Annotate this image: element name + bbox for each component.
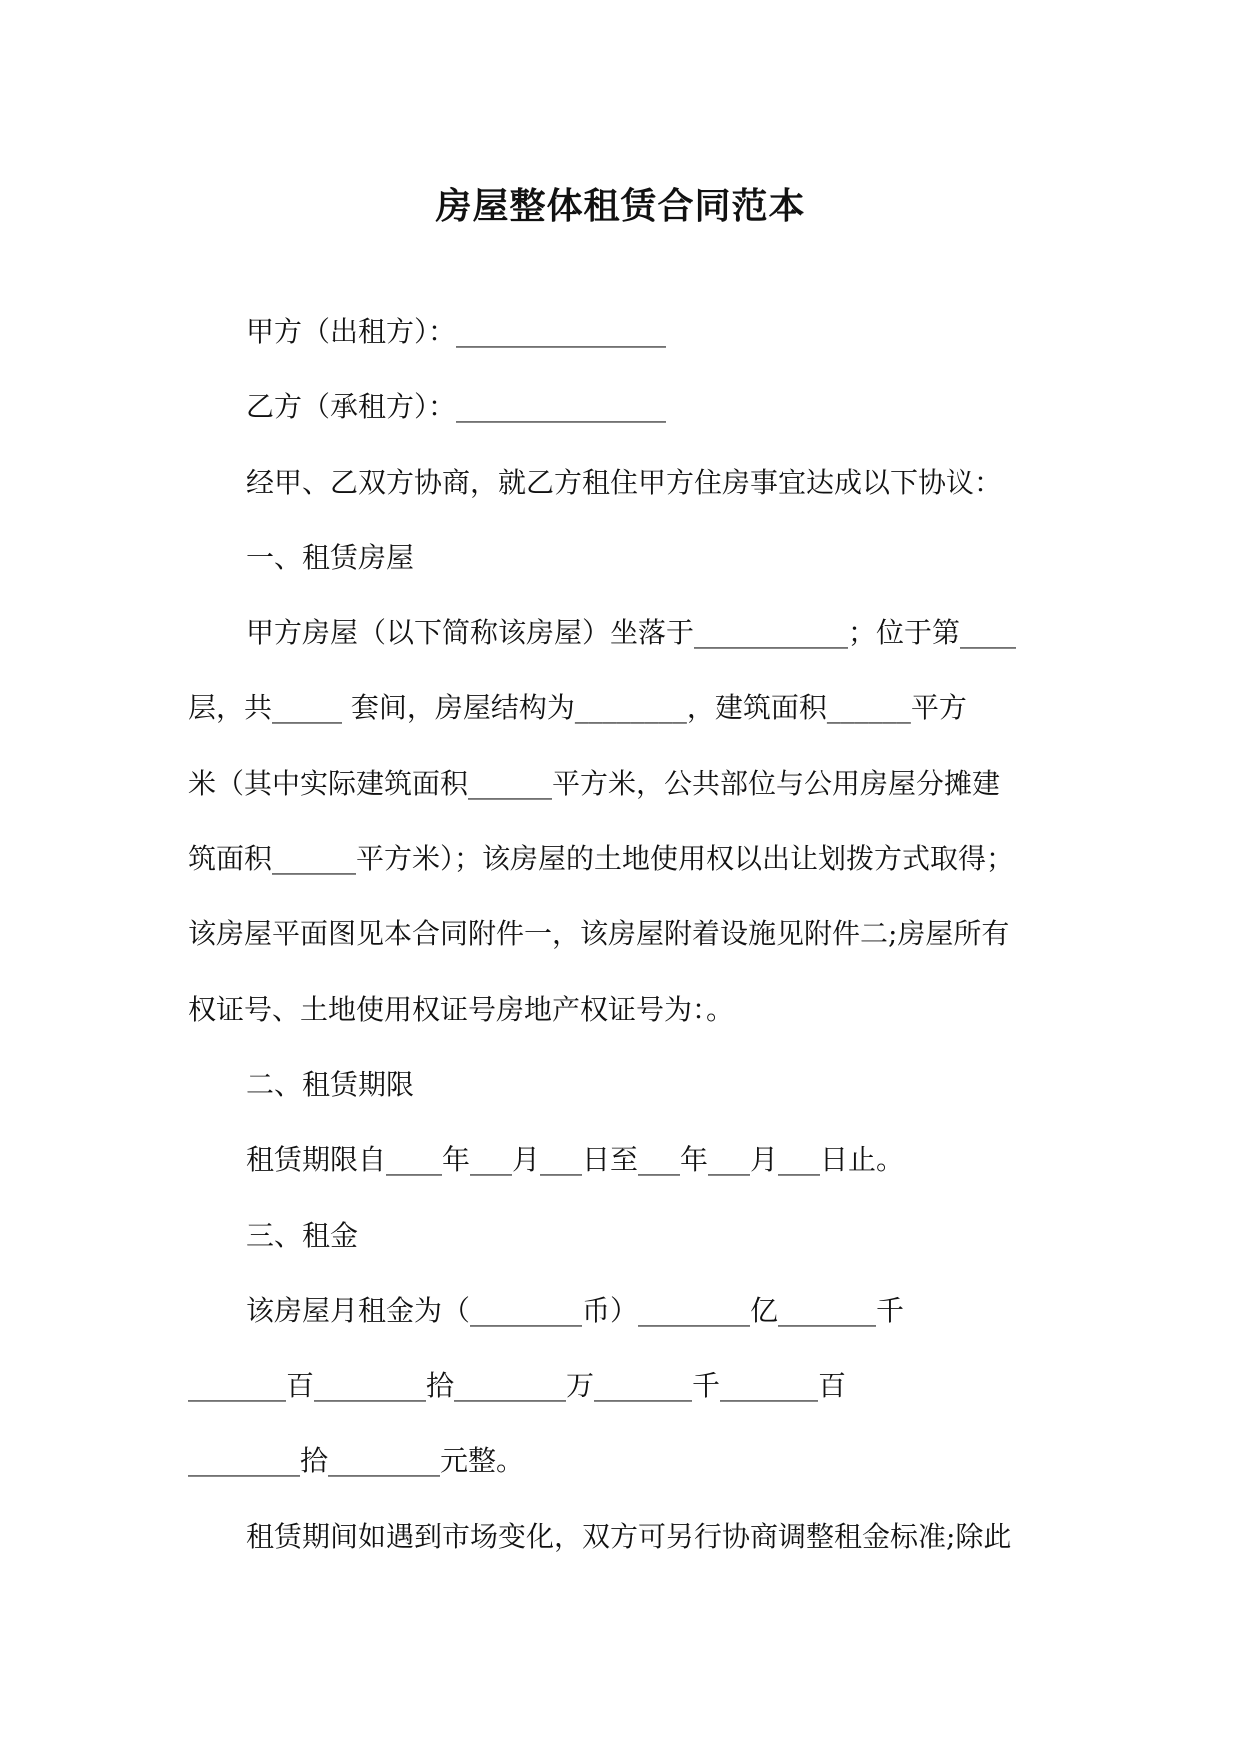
- paragraph-line: 米（其中实际建筑面积______平方米，公共部位与公用房屋分摊建: [188, 767, 1001, 800]
- agreement-intro: 经甲、乙双方协商，就乙方租住甲方住房事宜达成以下协议：: [246, 466, 1003, 499]
- party-b-line: 乙方（承租方）：_______________: [246, 390, 667, 423]
- paragraph-line: _______百________拾________万_______千_______百: [188, 1369, 847, 1402]
- document-title: 房屋整体租赁合同范本: [435, 185, 806, 227]
- paragraph-line: 权证号、土地使用权证号房地产权证号为：。: [188, 993, 735, 1026]
- paragraph-line: 甲方房屋（以下简称该房屋）坐落于___________；位于第____: [246, 616, 1017, 649]
- paragraph-line: 该房屋月租金为（________币）________亿_______千: [246, 1294, 905, 1327]
- paragraph-line: 该房屋平面图见本合同附件一，该房屋附着设施见附件二;房屋所有: [188, 917, 1010, 950]
- paragraph-line: 租赁期限自____年___月___日至___年___月___日止。: [246, 1143, 905, 1176]
- paragraph-line: 筑面积______平方米）；该房屋的土地使用权以出让划拨方式取得；: [188, 842, 1015, 875]
- paragraph-line: ________拾________元整。: [188, 1444, 525, 1477]
- section-heading-2: 二、租赁期限: [246, 1068, 415, 1101]
- section-heading-1: 一、租赁房屋: [246, 541, 415, 574]
- party-a-line: 甲方（出租方）：_______________: [246, 315, 667, 348]
- paragraph-line: 层，共_____ 套间，房屋结构为________，建筑面积______平方: [188, 691, 967, 724]
- paragraph-line: 租赁期间如遇到市场变化，双方可另行协商调整租金标准;除此: [246, 1520, 1012, 1553]
- section-heading-3: 三、租金: [246, 1219, 359, 1252]
